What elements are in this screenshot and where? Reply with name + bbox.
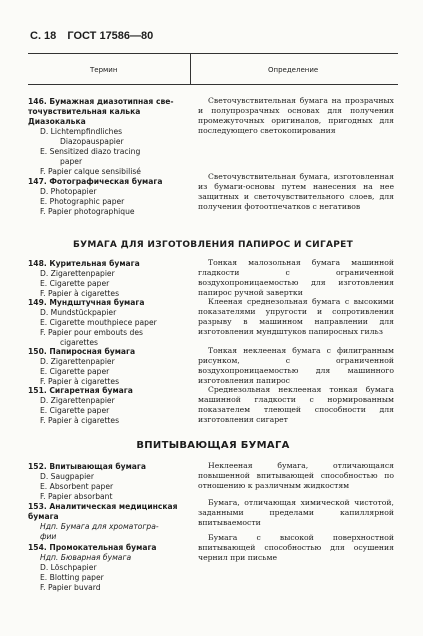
- section-title-cigarette-paper: БУМАГА ДЛЯ ИЗГОТОВЛЕНИЯ ПАПИРОС И СИГАРЕТ: [72, 240, 354, 250]
- entry-term-cont: бумага: [28, 512, 59, 521]
- translation-de: D. Zigarettenpapier: [40, 269, 115, 278]
- translation-de: D. Photopapier: [40, 187, 97, 196]
- section-title-absorbent-paper: ВПИТЫВАЮЩАЯ БУМАГА: [136, 440, 290, 451]
- entry-number: 150.: [28, 347, 47, 356]
- translation-en: E. Cigarette paper: [40, 406, 110, 415]
- entry-term: Бумажная диазотипная све-: [49, 97, 174, 106]
- entry-150: [28, 346, 188, 387]
- translation-fr: F. Papier à cigarettes: [40, 416, 120, 425]
- entry-term: Впитывающая бумага: [49, 462, 147, 471]
- entry-148: [28, 258, 188, 299]
- entry-154: [28, 542, 188, 593]
- translation-fr: F. Papier calque sensibilisé: [40, 167, 141, 176]
- entry-term: Сигаретная бумага: [49, 386, 133, 395]
- translation-en-cont: paper: [60, 157, 83, 166]
- translation-fr: F. Papier buvard: [40, 583, 101, 592]
- nonrecommended-term: Ндп. Бюварная бумага: [40, 553, 132, 562]
- translation-en: E. Sensitized diazo tracing: [40, 147, 141, 156]
- entry-147: [28, 176, 188, 217]
- nonrecommended-term: Ндп. Бумага для хроматогра-: [40, 522, 159, 531]
- translation-en: E. Cigarette paper: [40, 367, 110, 376]
- translation-fr: F. Papier absorbant: [40, 492, 113, 501]
- translation-en: E. Photographic paper: [40, 197, 125, 206]
- entry-number: 149.: [28, 298, 47, 307]
- entry-term: Курительная бумага: [49, 259, 140, 268]
- translation-de-cont: Diazopauspapier: [60, 137, 124, 146]
- entry-152: [28, 461, 188, 502]
- translation-fr: F. Papier pour embouts des: [40, 328, 143, 337]
- entry-term: Аналитическая медицинская: [49, 502, 178, 511]
- column-head-definition: Определение: [268, 66, 319, 74]
- translation-de: D. Löschpapier: [40, 563, 97, 572]
- translation-de: D. Zigarettenpapier: [40, 357, 115, 366]
- entry-term: Промокательная бумага: [49, 543, 157, 552]
- entry-term: Мундштучная бумага: [49, 298, 145, 307]
- translation-fr: F. Papier à cigarettes: [40, 377, 120, 386]
- definition-153: Бумага, отличающая химической чистотой, заданными пределами капиллярной впитываемости: [198, 498, 394, 527]
- page-header: [30, 30, 161, 42]
- translation-de: D. Lichtempfindliches: [40, 127, 123, 136]
- translation-en: E. Cigarette mouthpiece paper: [40, 318, 157, 327]
- entry-149: [28, 297, 188, 348]
- column-divider: [190, 53, 191, 84]
- translation-fr: F. Papier photographique: [40, 207, 135, 216]
- translation-de: D. Mundstückpapier: [40, 308, 117, 317]
- translation-de: D. Saugpapier: [40, 472, 94, 481]
- definition-152: Неклееная бумага, отличающаяся повышенной впитывающей способностью по отношению к различным жидкостям: [198, 461, 394, 490]
- entry-number: 147.: [28, 177, 47, 186]
- table-head-rule: [28, 84, 398, 85]
- table-top-rule: [28, 53, 398, 54]
- standard-code: ГОСТ 17586—80: [67, 30, 154, 42]
- entry-term: Папиросная бумага: [49, 347, 136, 356]
- definition-154: Бумага с высокой поверхностной впитывающей способностью для осушения чернил при письме: [198, 533, 394, 562]
- column-head-term: Термин: [90, 66, 118, 74]
- entry-number: 148.: [28, 259, 47, 268]
- translation-de: D. Zigarettenpapier: [40, 396, 115, 405]
- entry-151: [28, 385, 188, 426]
- entry-number: 151.: [28, 386, 47, 395]
- entry-number: 146.: [28, 97, 47, 106]
- translation-fr-cont: cigarettes: [60, 338, 98, 347]
- definition-148: Тонкая малозольная бумага машинной гладкости с ограниченной воздухопроницаемостью для изготовления папирос ручной завертки: [198, 258, 394, 297]
- entry-number: 154.: [28, 543, 47, 552]
- page-number: С. 18: [30, 30, 57, 42]
- translation-en: E. Cigarette paper: [40, 279, 110, 288]
- definition-147: Светочувствительная бумага, изготовленная из бумаги-основы путем нанесения на нее защитных и светочувствительного слоев, для получения фотоотпечатков с негативов: [198, 172, 394, 211]
- definition-151: Среднезольная неклееная тонкая бумага машинной гладкости с нормированным показателем тлеющей способности для изготовления сигарет: [198, 385, 394, 424]
- translation-fr: F. Papier à cigarettes: [40, 289, 120, 298]
- entry-term-cont: точувствительная калька: [28, 107, 141, 116]
- translation-en: E. Blotting paper: [40, 573, 104, 582]
- definition-149: Клееная среднезольная бумага с высокими показателями упругости и сопротивления разрыву в машинном направлении для изготовления мундштуков папиросных гильз: [198, 297, 394, 336]
- translation-en: E. Absorbent paper: [40, 482, 114, 491]
- entry-synonym: Диазокалька: [28, 117, 86, 126]
- entry-term: Фотографическая бумага: [49, 177, 163, 186]
- entry-number: 152.: [28, 462, 47, 471]
- definition-150: Тонкая неклееная бумага с филигранным рисунком, с ограниченной воздухопроницаемостью для машинного изготовления папирос: [198, 346, 394, 385]
- definition-146: Светочувствительная бумага на прозрачных и полупрозрачных основах для получения промежуточных оригиналов, пригодных для последующего светокопирования: [198, 96, 394, 135]
- nonrecommended-term-cont: фии: [40, 532, 57, 541]
- entry-146: [28, 96, 188, 177]
- entry-153: [28, 501, 188, 542]
- entry-number: 153.: [28, 502, 47, 511]
